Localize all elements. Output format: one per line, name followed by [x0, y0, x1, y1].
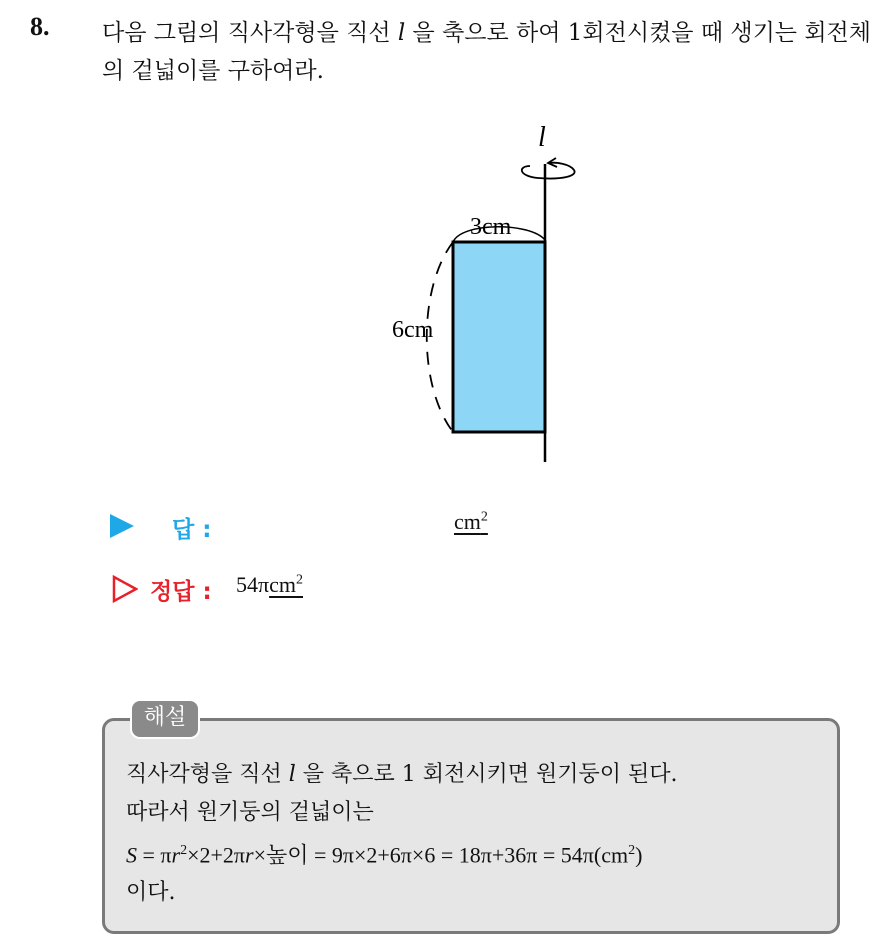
- rectangle-shape: [453, 242, 545, 432]
- explanation-line-4: 이다.: [126, 880, 176, 906]
- question-text: [102, 14, 872, 90]
- formula-b: ×2+2π: [187, 842, 245, 868]
- formula-c: ×높이 = 9π×2+6π×6 = 18π+36π = 54π(cm: [253, 842, 629, 868]
- answer-unit-text: cm: [454, 509, 481, 534]
- question-text-part2: 을 축으로 하여 1회전시켰을 때 생기는 회전체의 겉넓이를 구하여라.: [102, 20, 871, 84]
- rectangle-rotation-figure: [380, 118, 590, 468]
- outline-triangle-icon: [112, 575, 138, 603]
- explanation-formula: [126, 832, 836, 874]
- correct-answer-row: [108, 570, 608, 606]
- formula-s: S: [126, 842, 137, 868]
- axis-label: l: [538, 122, 546, 153]
- formula-r1: r: [171, 842, 181, 868]
- answer-label: 답 :: [172, 517, 212, 543]
- formula-exp2: 2: [628, 843, 636, 858]
- formula-exp1: 2: [180, 843, 188, 858]
- correct-value-unit: [269, 572, 303, 597]
- rotation-arrow-icon: [522, 163, 575, 179]
- question-text-part1: 다음 그림의 직사각형을 직선: [102, 20, 398, 46]
- formula-a: = π: [137, 842, 172, 868]
- correct-value: [236, 572, 303, 598]
- formula-end: ): [635, 842, 643, 868]
- correct-unit-exponent: 2: [296, 572, 303, 588]
- correct-value-number: 54π: [236, 572, 270, 597]
- height-label: 6cm: [392, 317, 434, 343]
- explanation-tag: 해설: [130, 699, 200, 739]
- answer-unit-exponent: 2: [480, 509, 488, 525]
- explanation-content: [126, 756, 836, 912]
- explanation-line-1-b: 을 축으로 1 회전시키면 원기둥이 된다.: [295, 762, 678, 787]
- explanation-line-2: 따라서 원기둥의 겉넓이는: [126, 800, 374, 825]
- correct-unit-text: cm: [269, 572, 296, 597]
- answer-unit: [454, 509, 488, 535]
- answer-row: [108, 508, 608, 544]
- width-label: 3cm: [470, 214, 512, 240]
- correct-label: 정답 :: [150, 579, 212, 605]
- play-triangle-icon: [110, 514, 134, 538]
- explanation-line-1-a: 직사각형을 직선: [126, 762, 289, 787]
- question-variable: l: [397, 20, 406, 46]
- explanation-line-1: [126, 756, 836, 794]
- question-number: 8.: [30, 12, 50, 41]
- formula-r2: r: [245, 842, 254, 868]
- explanation-variable: l: [288, 762, 296, 787]
